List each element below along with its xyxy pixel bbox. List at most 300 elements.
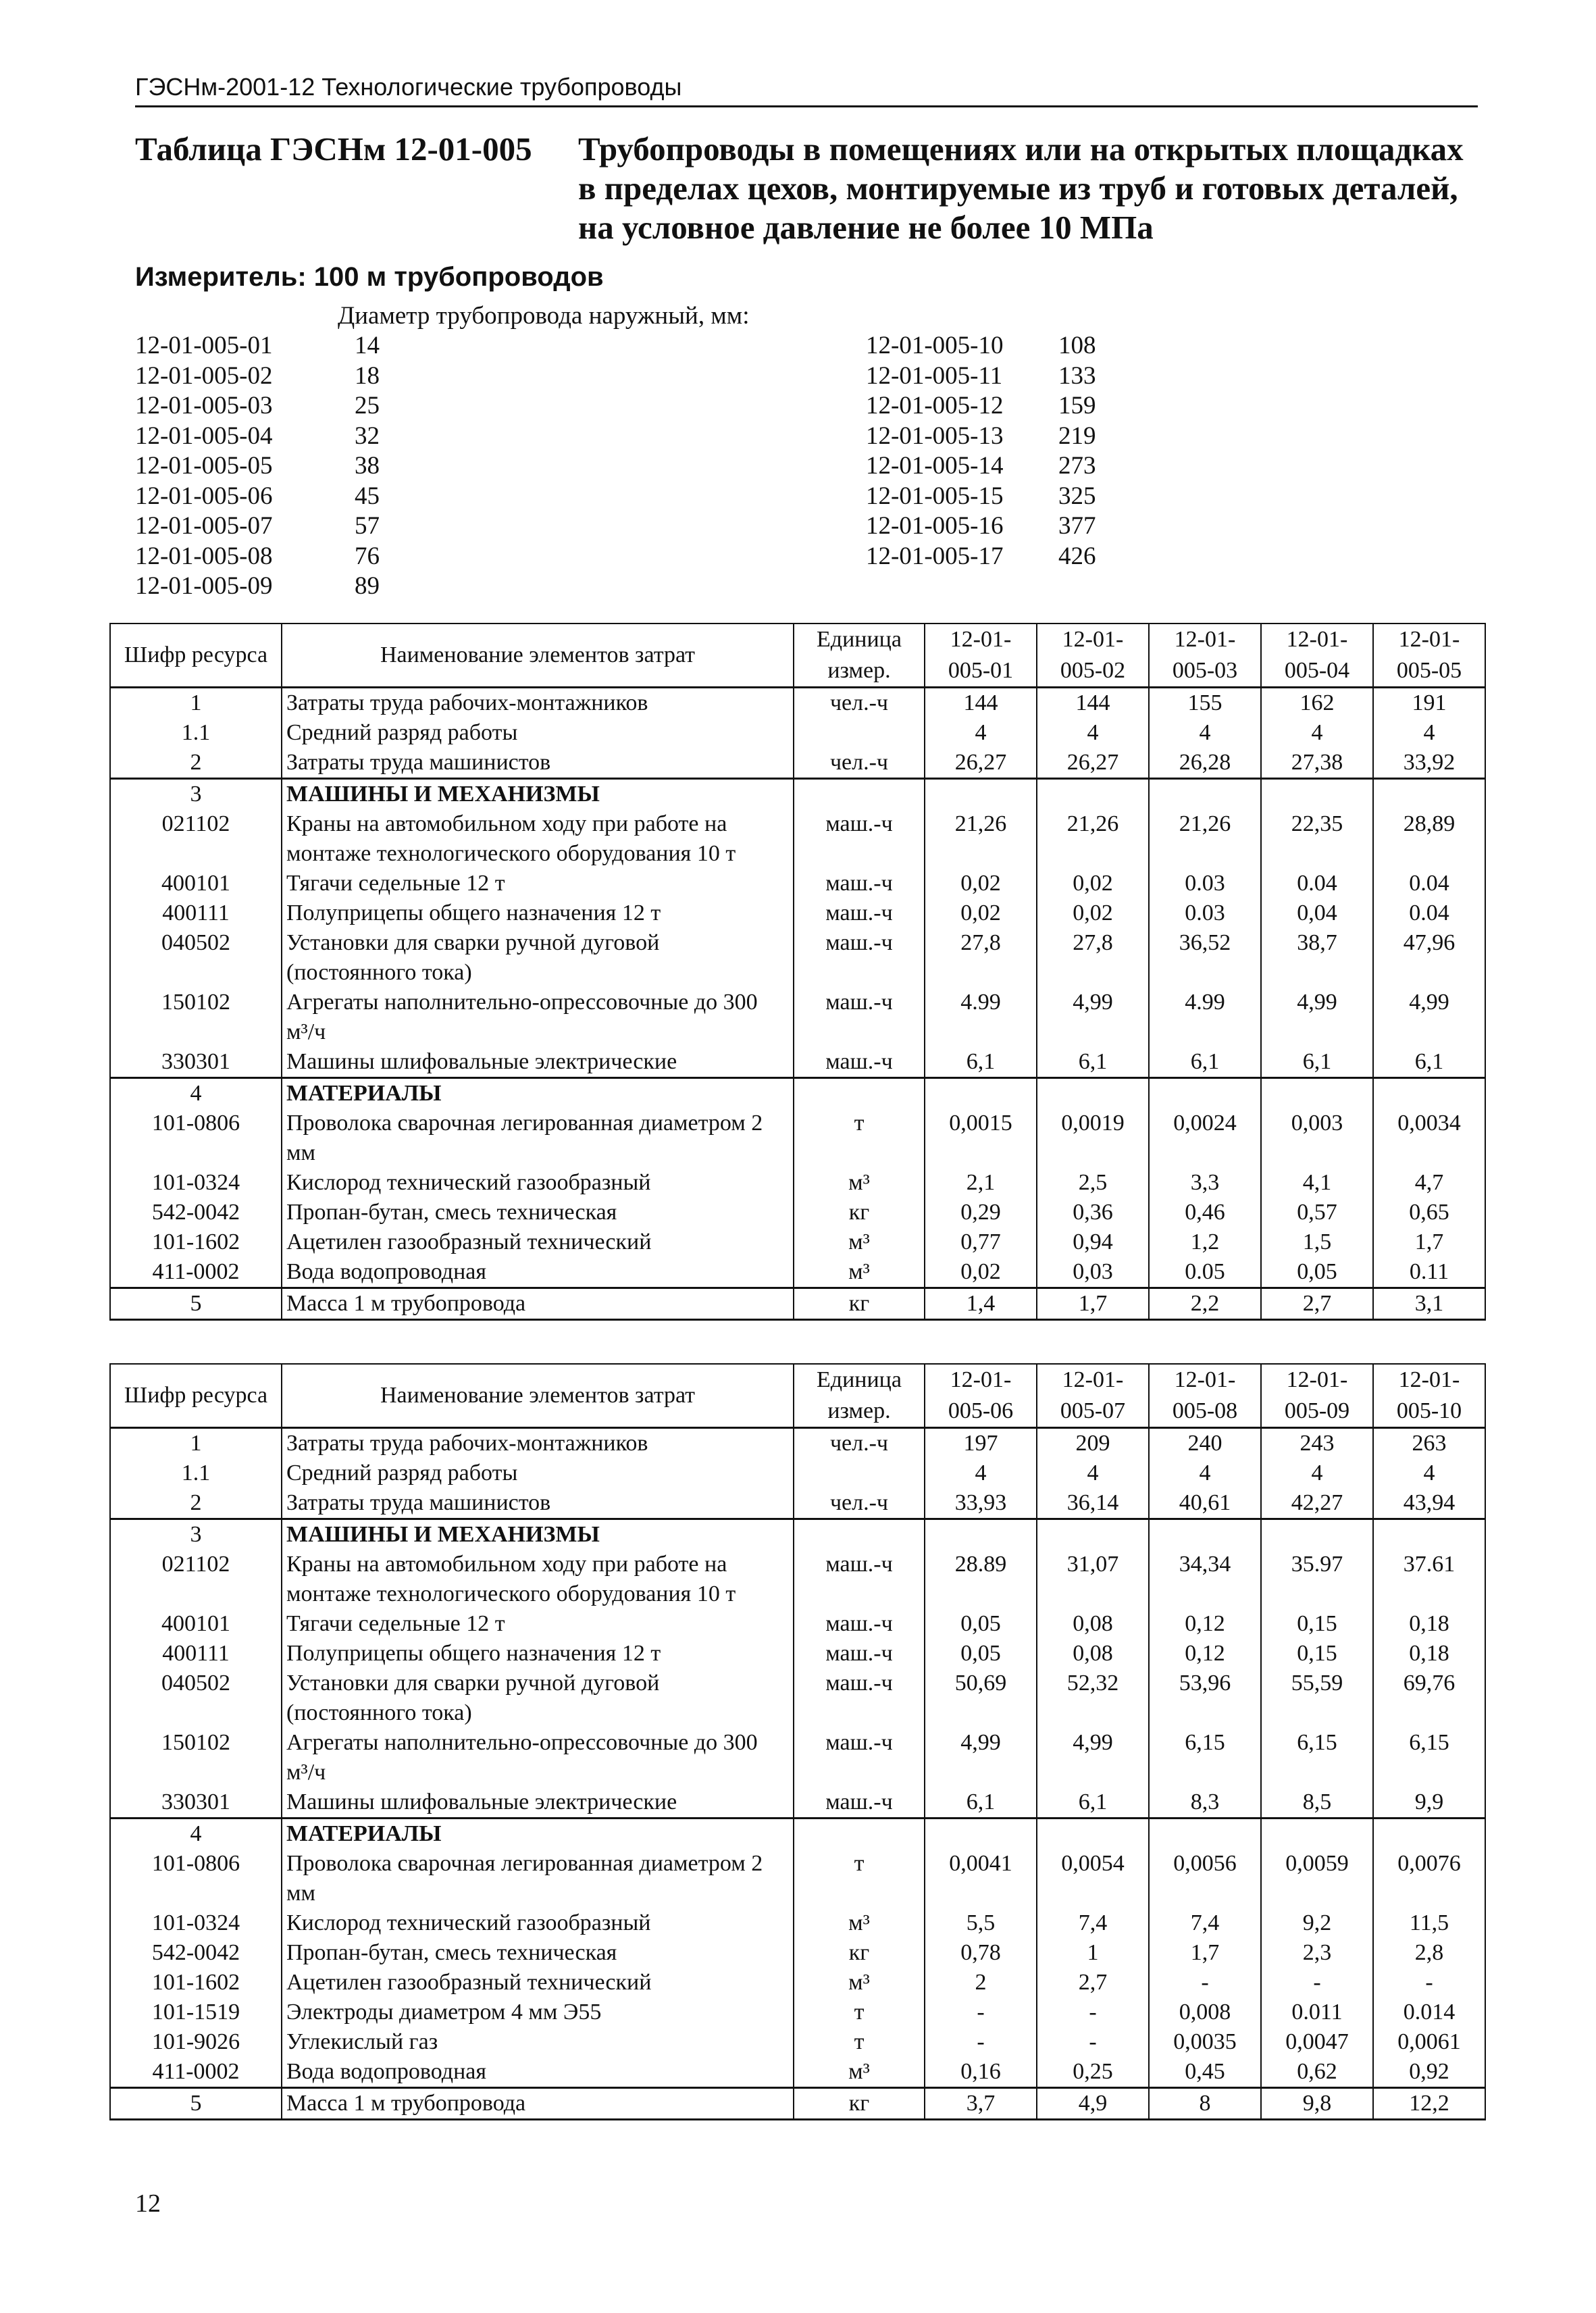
diameter-list-item (135, 542, 380, 572)
column-header-unit: Единица измер. (794, 1364, 925, 1428)
table-row (110, 988, 1485, 1047)
diameter-code: 12-01-005-10 (866, 332, 1004, 359)
diameter-value: 159 (1058, 392, 1096, 420)
resource-unit (794, 1819, 925, 1850)
resource-value: 9,8 (1261, 2088, 1373, 2120)
resource-value: 3,7 (925, 2088, 1037, 2120)
table-row (110, 2088, 1485, 2120)
resource-value: 0.03 (1149, 898, 1261, 928)
column-header-norm: 12-01-005-04 (1261, 624, 1373, 688)
diameter-code: 12-01-005-01 (135, 332, 273, 359)
resource-value: 0,08 (1037, 1609, 1149, 1639)
resource-value: - (1149, 1968, 1261, 1998)
resource-name: Кислород технический газообразный (282, 1168, 794, 1198)
table-row (110, 898, 1485, 928)
resource-value: 4 (1149, 718, 1261, 748)
diameter-value: 32 (355, 422, 380, 450)
resource-name: Затраты труда рабочих-монтажников (282, 1428, 794, 1459)
table-row (110, 748, 1485, 779)
resource-value: 0,12 (1149, 1639, 1261, 1669)
resource-unit: маш.-ч (794, 1728, 925, 1787)
resource-value (1149, 1078, 1261, 1109)
resource-name: Кислород технический газообразный (282, 1908, 794, 1938)
resource-code: 542-0042 (110, 1198, 282, 1227)
resource-value: 2,5 (1037, 1168, 1149, 1198)
resource-name: МАШИНЫ И МЕХАНИЗМЫ (282, 779, 794, 810)
table-row (110, 1288, 1485, 1320)
resource-unit: маш.-ч (794, 1787, 925, 1819)
resource-value: 0,36 (1037, 1198, 1149, 1227)
resource-value: 0,0054 (1037, 1849, 1149, 1908)
resource-name: Машины шлифовальные электрические (282, 1047, 794, 1078)
resource-code: 542-0042 (110, 1938, 282, 1968)
resource-name: Установки для сварки ручной дуговой (постоянного тока) (282, 928, 794, 988)
resource-unit: чел.-ч (794, 1428, 925, 1459)
resource-value: 22,35 (1261, 809, 1373, 869)
resource-value: - (1037, 2027, 1149, 2057)
resource-code: 3 (110, 1519, 282, 1550)
diameter-value: 14 (355, 332, 380, 359)
resource-value: 0,46 (1149, 1198, 1261, 1227)
resource-value: 50,69 (925, 1669, 1037, 1728)
resource-value (925, 1819, 1037, 1850)
resource-name: Ацетилен газообразный технический (282, 1227, 794, 1257)
diameter-code: 12-01-005-17 (866, 542, 1004, 570)
resource-value: 4.99 (925, 988, 1037, 1047)
table-row (110, 718, 1485, 748)
resource-name: Полуприцепы общего назначения 12 т (282, 898, 794, 928)
diameter-code: 12-01-005-16 (866, 512, 1004, 540)
resource-value: 0,03 (1037, 1257, 1149, 1288)
resource-code: 101-0324 (110, 1908, 282, 1938)
resource-value: 28.89 (925, 1550, 1037, 1609)
resource-value: 1,7 (1149, 1938, 1261, 1968)
resource-unit: м³ (794, 1908, 925, 1938)
diameter-code: 12-01-005-07 (135, 512, 273, 540)
resource-value: 2,3 (1261, 1938, 1373, 1968)
table-row (110, 1550, 1485, 1609)
table-row (110, 809, 1485, 869)
resource-value: 162 (1261, 688, 1373, 719)
resource-value: 0,18 (1373, 1609, 1485, 1639)
resource-value: 0,003 (1261, 1109, 1373, 1168)
running-header: ГЭСНм-2001-12 Технологические трубопроводы (135, 73, 682, 101)
resource-value: 55,59 (1261, 1669, 1373, 1728)
resource-value: 0.014 (1373, 1998, 1485, 2027)
resource-name: Средний разряд работы (282, 1458, 794, 1488)
resource-unit: т (794, 1998, 925, 2027)
resource-value (1261, 1078, 1373, 1109)
resource-value: 240 (1149, 1428, 1261, 1459)
resource-value: 4,7 (1373, 1168, 1485, 1198)
resource-name: Краны на автомобильном ходу при работе на монтаже технологического оборудования 10 т (282, 809, 794, 869)
resource-value: 52,32 (1037, 1669, 1149, 1728)
resource-value (1149, 779, 1261, 810)
resource-value: 42,27 (1261, 1488, 1373, 1519)
resource-value: 0,02 (1037, 869, 1149, 898)
resource-value: 155 (1149, 688, 1261, 719)
resource-value: - (1261, 1968, 1373, 1998)
diameter-list-item (866, 331, 1096, 361)
diameter-code: 12-01-005-05 (135, 452, 273, 480)
resource-unit: м³ (794, 1168, 925, 1198)
diameter-code: 12-01-005-08 (135, 542, 273, 570)
diameter-list-item (135, 571, 380, 602)
table-row (110, 1669, 1485, 1728)
resource-code: 1.1 (110, 1458, 282, 1488)
resource-unit: кг (794, 1288, 925, 1320)
table-row (110, 1787, 1485, 1819)
resource-value: 6,1 (925, 1047, 1037, 1078)
resource-value: 6,1 (1261, 1047, 1373, 1078)
resource-value: 0,77 (925, 1227, 1037, 1257)
resource-value (1373, 779, 1485, 810)
diameter-list-item (866, 451, 1096, 482)
table-row (110, 1938, 1485, 1968)
resource-name: Затраты труда рабочих-монтажников (282, 688, 794, 719)
resource-value: 0,05 (1261, 1257, 1373, 1288)
resource-value: 144 (925, 688, 1037, 719)
resource-value: 0.04 (1261, 869, 1373, 898)
diameter-list-item (866, 391, 1096, 422)
resource-value: 4,99 (925, 1728, 1037, 1787)
diameter-value: 25 (355, 392, 380, 420)
resource-value: 4,99 (1037, 1728, 1149, 1787)
resource-value: 0,92 (1373, 2057, 1485, 2088)
table-row (110, 688, 1485, 719)
table-group-row (110, 779, 1485, 810)
table-row (110, 1109, 1485, 1168)
resource-value: - (1037, 1998, 1149, 2027)
resource-value: 0.04 (1373, 869, 1485, 898)
diameter-list-item (135, 482, 380, 512)
resource-value: 1,7 (1037, 1288, 1149, 1320)
resource-value: 33,92 (1373, 748, 1485, 779)
resource-value: 0,15 (1261, 1609, 1373, 1639)
resource-name: МАТЕРИАЛЫ (282, 1078, 794, 1109)
table-row (110, 928, 1485, 988)
diameter-code: 12-01-005-12 (866, 392, 1004, 420)
diameter-value: 325 (1058, 482, 1096, 510)
resource-value: 69,76 (1373, 1669, 1485, 1728)
resource-value: 8,5 (1261, 1787, 1373, 1819)
resource-code: 400101 (110, 1609, 282, 1639)
resource-name: Агрегаты наполнительно-опрессовочные до 300 м³/ч (282, 1728, 794, 1787)
resource-value: 0,65 (1373, 1198, 1485, 1227)
resource-value: 0,02 (925, 898, 1037, 928)
column-header-norm: 12-01-005-07 (1037, 1364, 1149, 1428)
resource-value: 1,7 (1373, 1227, 1485, 1257)
resource-value (1037, 779, 1149, 810)
resource-value: 5,5 (925, 1908, 1037, 1938)
resource-value: 209 (1037, 1428, 1149, 1459)
resource-value: 6,15 (1261, 1728, 1373, 1787)
column-header-norm: 12-01-005-05 (1373, 624, 1485, 688)
resource-name: Проволока сварочная легированная диаметром 2 мм (282, 1109, 794, 1168)
table-row (110, 2057, 1485, 2088)
column-header-unit: Единица измер. (794, 624, 925, 688)
resource-value: 0,08 (1037, 1639, 1149, 1669)
resource-value: 21,26 (1149, 809, 1261, 869)
resource-unit: м³ (794, 1227, 925, 1257)
resource-value: 6,15 (1373, 1728, 1485, 1787)
resource-value: 4 (1373, 1458, 1485, 1488)
resource-name: Электроды диаметром 4 мм Э55 (282, 1998, 794, 2027)
resource-name: Пропан-бутан, смесь техническая (282, 1198, 794, 1227)
resource-value: 0,02 (925, 1257, 1037, 1288)
resource-value: 8,3 (1149, 1787, 1261, 1819)
resource-value: 36,52 (1149, 928, 1261, 988)
diameter-list-item (866, 422, 1096, 452)
resource-value: 40,61 (1149, 1488, 1261, 1519)
resource-value: 0,94 (1037, 1227, 1149, 1257)
resource-value: 31,07 (1037, 1550, 1149, 1609)
resource-value: 1 (1037, 1938, 1149, 1968)
resource-code: 400101 (110, 869, 282, 898)
resource-table-2 (109, 1363, 1486, 2120)
resource-name: Полуприцепы общего назначения 12 т (282, 1639, 794, 1669)
resource-value: 263 (1373, 1428, 1485, 1459)
resource-code: 4 (110, 1819, 282, 1850)
diameter-value: 426 (1058, 542, 1096, 570)
diameter-list-item (866, 542, 1096, 572)
resource-value: 21,26 (925, 809, 1037, 869)
diameter-list-item (135, 451, 380, 482)
table-description-title: Трубопроводы в помещениях или на открытых площадках в пределах цехов, монтируемые из труб и готовых деталей, на условное давление не более 10 МПа (578, 130, 1464, 246)
resource-value: 28,89 (1373, 809, 1485, 869)
diameter-list-item (135, 391, 380, 422)
resource-unit: м³ (794, 2057, 925, 2088)
resource-value: 1,5 (1261, 1227, 1373, 1257)
resource-value: 0,29 (925, 1198, 1037, 1227)
resource-code: 021102 (110, 809, 282, 869)
table-header-row (110, 624, 1485, 688)
resource-name: Машины шлифовальные электрические (282, 1787, 794, 1819)
resource-unit: чел.-ч (794, 1488, 925, 1519)
resource-value: 0,0056 (1149, 1849, 1261, 1908)
resource-value: 4 (925, 1458, 1037, 1488)
diameter-list-left (135, 331, 380, 602)
diameter-value: 89 (355, 572, 380, 600)
resource-value: 6,15 (1149, 1728, 1261, 1787)
resource-value: 4 (1261, 1458, 1373, 1488)
resource-code: 2 (110, 748, 282, 779)
resource-code: 3 (110, 779, 282, 810)
resource-value: 0,0034 (1373, 1109, 1485, 1168)
resource-value: 38,7 (1261, 928, 1373, 988)
resource-unit: маш.-ч (794, 1047, 925, 1078)
diameter-value: 377 (1058, 512, 1096, 540)
resource-code: 411-0002 (110, 1257, 282, 1288)
diameter-value: 45 (355, 482, 380, 510)
resource-value: 4 (1373, 718, 1485, 748)
resource-value: 9,2 (1261, 1908, 1373, 1938)
resource-value: 0,45 (1149, 2057, 1261, 2088)
resource-value: 11,5 (1373, 1908, 1485, 1938)
resource-value (925, 1519, 1037, 1550)
resource-value (1037, 1819, 1149, 1850)
resource-value: 0,0041 (925, 1849, 1037, 1908)
resource-value (1261, 779, 1373, 810)
resource-code: 150102 (110, 988, 282, 1047)
resource-value: 9,9 (1373, 1787, 1485, 1819)
resource-value: 1,4 (925, 1288, 1037, 1320)
resource-value: - (1373, 1968, 1485, 1998)
resource-unit (794, 1078, 925, 1109)
resource-code: 400111 (110, 898, 282, 928)
table-row (110, 1488, 1485, 1519)
resource-value: 0,02 (925, 869, 1037, 898)
column-header-name: Наименование элементов затрат (282, 1364, 794, 1428)
resource-value: 0,0019 (1037, 1109, 1149, 1168)
resource-value: 27,8 (925, 928, 1037, 988)
resource-unit: маш.-ч (794, 809, 925, 869)
diameter-value: 18 (355, 361, 380, 390)
diameter-list-item (135, 422, 380, 452)
diameter-code: 12-01-005-13 (866, 422, 1004, 450)
resource-name: Тягачи седельные 12 т (282, 869, 794, 898)
resource-value: 4 (1037, 1458, 1149, 1488)
table-row (110, 1198, 1485, 1227)
resource-value: 2,1 (925, 1168, 1037, 1198)
table-row (110, 1458, 1485, 1488)
table-row (110, 1428, 1485, 1459)
column-header-norm: 12-01-005-08 (1149, 1364, 1261, 1428)
diameter-list-item (866, 361, 1096, 392)
table-row (110, 1849, 1485, 1908)
resource-value: 0,0076 (1373, 1849, 1485, 1908)
resource-code: 101-0324 (110, 1168, 282, 1198)
resource-value (1373, 1078, 1485, 1109)
diameter-list-item (866, 511, 1096, 542)
page-number: 12 (135, 2189, 161, 2218)
diameter-list-item (135, 511, 380, 542)
resource-unit: т (794, 2027, 925, 2057)
resource-value: 0.05 (1149, 1257, 1261, 1288)
resource-unit: м³ (794, 1968, 925, 1998)
resource-value: 0,0024 (1149, 1109, 1261, 1168)
resource-unit: маш.-ч (794, 1609, 925, 1639)
resource-value: 0.11 (1373, 1257, 1485, 1288)
table-group-row (110, 1819, 1485, 1850)
resource-value: 4,99 (1037, 988, 1149, 1047)
table-row (110, 1998, 1485, 2027)
resource-value: 6,1 (925, 1787, 1037, 1819)
resource-value: 0,25 (1037, 2057, 1149, 2088)
resource-value: 47,96 (1373, 928, 1485, 988)
resource-name: Вода водопроводная (282, 1257, 794, 1288)
resource-value: 12,2 (1373, 2088, 1485, 2120)
resource-code: 1 (110, 1428, 282, 1459)
column-header-norm: 12-01-005-09 (1261, 1364, 1373, 1428)
resource-code: 330301 (110, 1787, 282, 1819)
header-rule (135, 105, 1478, 107)
resource-value: 35.97 (1261, 1550, 1373, 1609)
diameter-value: 133 (1058, 361, 1096, 390)
column-header-norm: 12-01-005-06 (925, 1364, 1037, 1428)
resource-unit: маш.-ч (794, 928, 925, 988)
column-header-norm: 12-01-005-01 (925, 624, 1037, 688)
table-row (110, 869, 1485, 898)
resource-unit: кг (794, 2088, 925, 2120)
resource-value: 0,57 (1261, 1198, 1373, 1227)
resource-value: 4,9 (1037, 2088, 1149, 2120)
resource-value (1149, 1819, 1261, 1850)
resource-name: Углекислый газ (282, 2027, 794, 2057)
resource-code: 021102 (110, 1550, 282, 1609)
resource-code: 101-0806 (110, 1849, 282, 1908)
resource-name: Агрегаты наполнительно-опрессовочные до 300 м³/ч (282, 988, 794, 1047)
resource-unit: т (794, 1849, 925, 1908)
resource-value: 2 (925, 1968, 1037, 1998)
resource-value: 26,27 (1037, 748, 1149, 779)
resource-value: 0.04 (1373, 898, 1485, 928)
diameter-code: 12-01-005-14 (866, 452, 1004, 480)
table-row (110, 1639, 1485, 1669)
resource-value: 4.99 (1149, 988, 1261, 1047)
resource-code: 101-0806 (110, 1109, 282, 1168)
resource-unit: чел.-ч (794, 688, 925, 719)
resource-value: 7,4 (1149, 1908, 1261, 1938)
resource-value: 1,2 (1149, 1227, 1261, 1257)
resource-value: 0.03 (1149, 869, 1261, 898)
diameter-code: 12-01-005-02 (135, 361, 273, 390)
resource-value: 4,99 (1373, 988, 1485, 1047)
table-row (110, 2027, 1485, 2057)
resource-value: 144 (1037, 688, 1149, 719)
resource-name: Затраты труда машинистов (282, 748, 794, 779)
resource-value (1037, 1078, 1149, 1109)
resource-value: 21,26 (1037, 809, 1149, 869)
resource-value: 7,4 (1037, 1908, 1149, 1938)
diameter-value: 57 (355, 512, 380, 540)
diameter-code: 12-01-005-03 (135, 392, 273, 420)
table-row (110, 1968, 1485, 1998)
resource-unit: маш.-ч (794, 1639, 925, 1669)
resource-unit: маш.-ч (794, 1550, 925, 1609)
resource-value: 26,28 (1149, 748, 1261, 779)
resource-value: 0,62 (1261, 2057, 1373, 2088)
resource-value (1373, 1819, 1485, 1850)
resource-value (1261, 1819, 1373, 1850)
resource-value: 33,93 (925, 1488, 1037, 1519)
resource-code: 5 (110, 1288, 282, 1320)
resource-name: Затраты труда машинистов (282, 1488, 794, 1519)
resource-code: 101-1602 (110, 1227, 282, 1257)
resource-value: - (925, 2027, 1037, 2057)
resource-value (1149, 1519, 1261, 1550)
resource-value: 27,38 (1261, 748, 1373, 779)
resource-unit: кг (794, 1198, 925, 1227)
resource-value: 2,7 (1261, 1288, 1373, 1320)
resource-unit (794, 1519, 925, 1550)
diameter-value: 76 (355, 542, 380, 570)
resource-value: 6,1 (1037, 1787, 1149, 1819)
diameter-list-item (135, 361, 380, 392)
resource-code: 2 (110, 1488, 282, 1519)
resource-name: Установки для сварки ручной дуговой (постоянного тока) (282, 1669, 794, 1728)
resource-value: 4 (1149, 1458, 1261, 1488)
resource-unit (794, 718, 925, 748)
resource-value: 0,05 (925, 1639, 1037, 1669)
column-header-name: Наименование элементов затрат (282, 624, 794, 688)
resource-value: 0,15 (1261, 1639, 1373, 1669)
resource-value: 0,05 (925, 1609, 1037, 1639)
resource-value: 2,2 (1149, 1288, 1261, 1320)
resource-code: 1 (110, 688, 282, 719)
resource-code: 5 (110, 2088, 282, 2120)
resource-value: 2,8 (1373, 1938, 1485, 1968)
